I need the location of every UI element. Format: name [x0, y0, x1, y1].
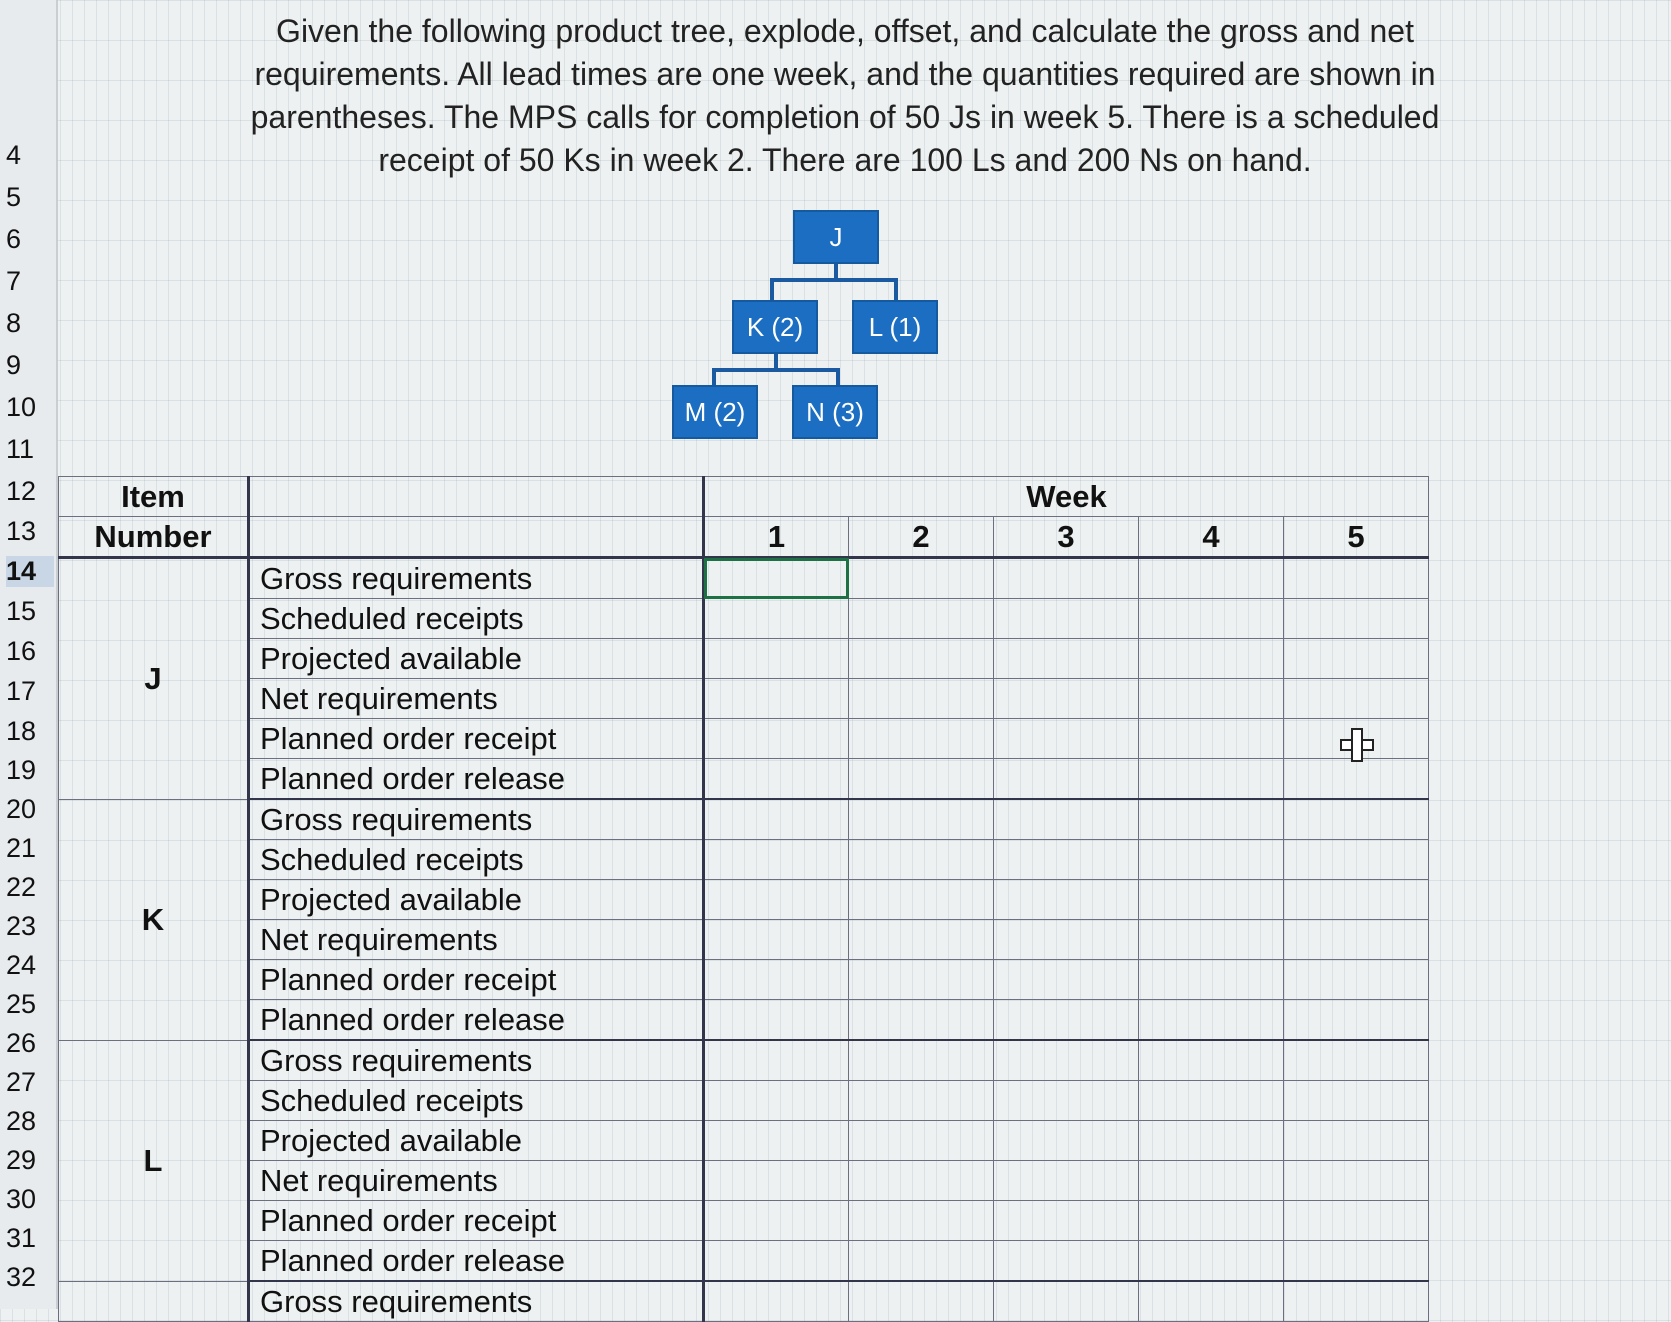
input-cell[interactable] [704, 880, 849, 920]
input-cell[interactable] [1139, 1161, 1284, 1201]
week-number: 4 [1139, 517, 1284, 558]
input-cell[interactable] [849, 1121, 994, 1161]
input-cell[interactable] [1139, 880, 1284, 920]
input-cell[interactable] [704, 1241, 849, 1282]
row-number[interactable]: 15 [6, 596, 37, 626]
row-number[interactable]: 13 [6, 516, 37, 546]
input-cell[interactable] [1139, 558, 1284, 599]
table-row [59, 1081, 1429, 1121]
input-cell[interactable] [1139, 1121, 1284, 1161]
week-number: 5 [1284, 517, 1429, 558]
input-cell[interactable] [1139, 1081, 1284, 1121]
input-cell[interactable] [994, 719, 1139, 759]
input-cell[interactable] [1139, 1040, 1284, 1081]
input-cell[interactable] [1139, 799, 1284, 840]
input-cell[interactable] [704, 599, 849, 639]
mrp-table [58, 476, 1429, 1322]
row-number[interactable]: 23 [6, 911, 37, 941]
row-label: Planned order release [249, 759, 704, 800]
input-cell[interactable] [704, 840, 849, 880]
input-cell[interactable] [1284, 1241, 1429, 1282]
row-number[interactable]: 19 [6, 755, 37, 785]
input-cell[interactable] [1284, 920, 1429, 960]
item-number-cell[interactable]: K [59, 799, 249, 1040]
input-cell[interactable] [849, 1040, 994, 1081]
row-number[interactable]: 5 [6, 182, 22, 212]
row-number[interactable]: 17 [6, 676, 37, 706]
input-cell[interactable] [1139, 840, 1284, 880]
row-number[interactable]: 9 [6, 350, 22, 380]
row-label: Planned order receipt [249, 1201, 704, 1241]
tree-node-l: L (1) [852, 300, 938, 354]
input-cell[interactable] [1139, 599, 1284, 639]
input-cell[interactable] [704, 759, 849, 800]
input-cell[interactable] [849, 1161, 994, 1201]
row-label: Net requirements [249, 679, 704, 719]
table-row [59, 960, 1429, 1000]
input-cell[interactable] [849, 759, 994, 800]
row-label: Gross requirements [249, 558, 704, 599]
cell-cursor-icon [1340, 728, 1374, 762]
input-cell[interactable] [1139, 1281, 1284, 1322]
row-number[interactable]: 24 [6, 950, 37, 980]
table-row [59, 1241, 1429, 1282]
table-row [59, 799, 1429, 840]
tree-connector [836, 368, 840, 386]
tree-node-m: M (2) [672, 385, 758, 439]
tree-node-k: K (2) [732, 300, 818, 354]
input-cell[interactable] [994, 1081, 1139, 1121]
input-cell[interactable] [994, 1000, 1139, 1041]
table-row [59, 599, 1429, 639]
row-number[interactable]: 10 [6, 392, 37, 422]
row-label: Planned order receipt [249, 960, 704, 1000]
input-cell[interactable] [704, 960, 849, 1000]
input-cell[interactable] [1284, 639, 1429, 679]
row-label: Planned order release [249, 1000, 704, 1041]
mrp-table-container [58, 476, 1428, 1319]
input-cell[interactable] [849, 679, 994, 719]
item-number-cell[interactable]: L [59, 1040, 249, 1281]
row-number-column [0, 0, 58, 1309]
item-number-cell[interactable] [59, 1281, 249, 1322]
table-row [59, 719, 1429, 759]
table-row [59, 1201, 1429, 1241]
row-number[interactable]: 28 [6, 1106, 37, 1136]
input-cell[interactable] [1284, 1040, 1429, 1081]
input-cell[interactable] [704, 679, 849, 719]
row-label: Scheduled receipts [249, 840, 704, 880]
table-row [59, 1161, 1429, 1201]
input-cell[interactable] [1284, 679, 1429, 719]
table-row [59, 1000, 1429, 1041]
row-number[interactable]: 26 [6, 1028, 37, 1058]
week-number: 3 [994, 517, 1139, 558]
input-cell[interactable] [1284, 1201, 1429, 1241]
week-number: 1 [704, 517, 849, 558]
row-label: Projected available [249, 639, 704, 679]
input-cell[interactable] [704, 558, 849, 599]
input-cell[interactable] [994, 599, 1139, 639]
row-number[interactable]: 30 [6, 1184, 37, 1214]
row-number[interactable]: 31 [6, 1223, 37, 1253]
input-cell[interactable] [1284, 799, 1429, 840]
row-number[interactable]: 14 [6, 556, 54, 587]
input-cell[interactable] [849, 1000, 994, 1041]
input-cell[interactable] [704, 1161, 849, 1201]
input-cell[interactable] [704, 1121, 849, 1161]
item-header: Item [59, 477, 249, 517]
table-row [59, 840, 1429, 880]
input-cell[interactable] [994, 840, 1139, 880]
row-label: Projected available [249, 880, 704, 920]
input-cell[interactable] [994, 558, 1139, 599]
input-cell[interactable] [1284, 599, 1429, 639]
row-number[interactable]: 18 [6, 716, 37, 746]
input-cell[interactable] [849, 599, 994, 639]
row-label: Gross requirements [249, 1281, 704, 1322]
input-cell[interactable] [994, 799, 1139, 840]
input-cell[interactable] [1139, 1000, 1284, 1041]
input-cell[interactable] [849, 1201, 994, 1241]
input-cell[interactable] [849, 1281, 994, 1322]
week-number: 2 [849, 517, 994, 558]
row-label: Gross requirements [249, 799, 704, 840]
input-cell[interactable] [994, 880, 1139, 920]
row-label: Scheduled receipts [249, 1081, 704, 1121]
table-row [59, 1121, 1429, 1161]
week-header: Week [704, 477, 1429, 517]
table-row [59, 1040, 1429, 1081]
row-number[interactable]: 27 [6, 1067, 37, 1097]
tree-connector [894, 278, 898, 300]
input-cell[interactable] [1284, 840, 1429, 880]
table-row [59, 639, 1429, 679]
input-cell[interactable] [994, 1241, 1139, 1282]
input-cell[interactable] [704, 1040, 849, 1081]
item-number-header: Number [59, 517, 249, 558]
input-cell[interactable] [1284, 880, 1429, 920]
input-cell[interactable] [849, 840, 994, 880]
table-row [59, 920, 1429, 960]
input-cell[interactable] [1284, 1081, 1429, 1121]
row-number[interactable]: 22 [6, 872, 37, 902]
problem-statement: Given the following product tree, explode, offset, and calculate the gross and net requirements. All lead times are one week, and the quantities required are shown in parentheses. The MPS calls for completion of 50 Js in week 5. There is a scheduled receipt of 50 Ks in week 2. There are 100 Ls and 200 Ns on hand. [250, 13, 1440, 178]
row-number[interactable]: 6 [6, 224, 22, 254]
input-cell[interactable] [849, 920, 994, 960]
input-cell[interactable] [849, 960, 994, 1000]
input-cell[interactable] [994, 960, 1139, 1000]
input-cell[interactable] [994, 1161, 1139, 1201]
input-cell[interactable] [849, 799, 994, 840]
input-cell[interactable] [704, 1000, 849, 1041]
table-row [59, 1281, 1429, 1322]
input-cell[interactable] [1139, 759, 1284, 800]
input-cell[interactable] [994, 1040, 1139, 1081]
row-label: Net requirements [249, 1161, 704, 1201]
tree-node-j: J [793, 210, 879, 264]
row-label: Projected available [249, 1121, 704, 1161]
tree-connector [770, 278, 774, 300]
input-cell[interactable] [1139, 1241, 1284, 1282]
tree-connector [770, 278, 898, 282]
input-cell[interactable] [1284, 1121, 1429, 1161]
input-cell[interactable] [849, 639, 994, 679]
input-cell[interactable] [849, 719, 994, 759]
row-number[interactable]: 8 [6, 308, 22, 338]
input-cell[interactable] [849, 1241, 994, 1282]
input-cell[interactable] [994, 1201, 1139, 1241]
input-cell[interactable] [1284, 1281, 1429, 1322]
item-number-cell[interactable]: J [59, 558, 249, 800]
input-cell[interactable] [994, 920, 1139, 960]
input-cell[interactable] [994, 1281, 1139, 1322]
row-label: Net requirements [249, 920, 704, 960]
row-label: Scheduled receipts [249, 599, 704, 639]
input-cell[interactable] [704, 1201, 849, 1241]
blank-header [249, 477, 704, 517]
input-cell[interactable] [994, 639, 1139, 679]
tree-node-n: N (3) [792, 385, 878, 439]
table-row [59, 679, 1429, 719]
table-row [59, 759, 1429, 800]
table-row [59, 558, 1429, 599]
input-cell[interactable] [704, 719, 849, 759]
row-number[interactable]: 29 [6, 1145, 37, 1175]
table-row [59, 880, 1429, 920]
input-cell[interactable] [1284, 558, 1429, 599]
input-cell[interactable] [994, 679, 1139, 719]
input-cell[interactable] [994, 759, 1139, 800]
input-cell[interactable] [849, 558, 994, 599]
input-cell[interactable] [704, 799, 849, 840]
row-number[interactable]: 11 [6, 434, 35, 464]
input-cell[interactable] [849, 880, 994, 920]
row-number[interactable]: 7 [6, 266, 22, 296]
row-label: Planned order receipt [249, 719, 704, 759]
row-number[interactable]: 21 [6, 833, 37, 863]
input-cell[interactable] [1139, 960, 1284, 1000]
tree-connector [712, 368, 840, 372]
row-number[interactable]: 32 [6, 1262, 37, 1292]
input-cell[interactable] [1284, 960, 1429, 1000]
input-cell[interactable] [1284, 1000, 1429, 1041]
row-number[interactable]: 12 [6, 476, 37, 506]
input-cell[interactable] [704, 1281, 849, 1322]
input-cell[interactable] [1139, 920, 1284, 960]
input-cell[interactable] [1139, 679, 1284, 719]
row-label: Planned order release [249, 1241, 704, 1282]
row-label: Gross requirements [249, 1040, 704, 1081]
input-cell[interactable] [849, 1081, 994, 1121]
input-cell[interactable] [704, 920, 849, 960]
input-cell[interactable] [704, 639, 849, 679]
input-cell[interactable] [994, 1121, 1139, 1161]
input-cell[interactable] [1284, 759, 1429, 800]
input-cell[interactable] [1139, 639, 1284, 679]
row-number[interactable]: 20 [6, 794, 37, 824]
input-cell[interactable] [1284, 1161, 1429, 1201]
blank-header [249, 517, 704, 558]
input-cell[interactable] [704, 1081, 849, 1121]
row-number[interactable]: 16 [6, 636, 37, 666]
tree-connector [712, 368, 716, 386]
row-number[interactable]: 25 [6, 989, 37, 1019]
input-cell[interactable] [1139, 1201, 1284, 1241]
input-cell[interactable] [1139, 719, 1284, 759]
row-number[interactable]: 4 [6, 140, 22, 170]
